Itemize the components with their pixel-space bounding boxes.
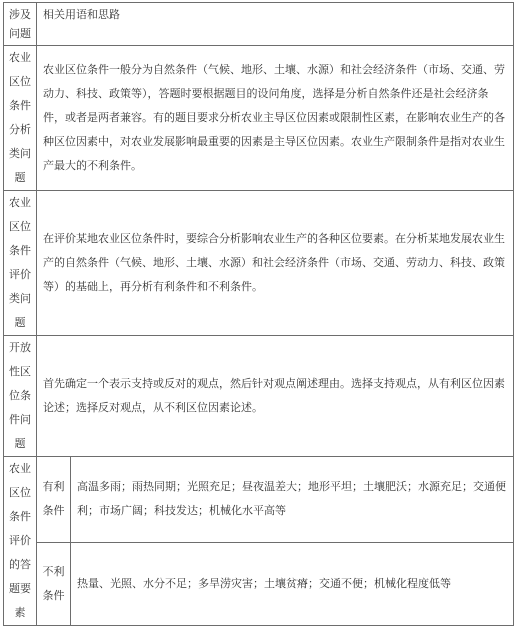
table-row [4, 336, 514, 457]
sub-label-unfavorable: 不利条件 [42, 564, 65, 602]
row-content: 在评价某地农业区位条件时，要综合分析影响农业生产的各种区位要素。在分析某地发展农业生产的自然条件（气候、地形、土壤、水源）和社会经济条件（市场、交通、劳动力、科技、政策等）的基础上，再分析有利条件和不利条件。 [43, 232, 505, 293]
row-topic-cell [4, 457, 37, 626]
row-content-cell [37, 46, 514, 191]
table-row [4, 542, 514, 625]
row-topic: 农业区位条件评价的答题要素 [9, 462, 31, 619]
header-topic: 涉及问题 [9, 8, 31, 40]
agri-location-table [3, 2, 514, 626]
header-method: 相关用语和思路 [43, 8, 120, 21]
table-header-row [4, 3, 514, 46]
sub-content-cell [71, 542, 514, 625]
sub-content-favorable: 高温多雨；雨热同期；光照充足；昼夜温差大；地形平坦；土壤肥沃；水源充足；交通便利；市场广阔；科技发达；机械化水平高等 [77, 480, 506, 518]
sub-content-cell [71, 457, 514, 543]
sub-content-unfavorable: 热量、光照、水分不足；多旱涝灾害；土壤贫瘠；交通不便；机械化程度低等 [77, 576, 451, 590]
sub-label-cell [37, 542, 71, 625]
table-row [4, 457, 514, 543]
document-sheet [3, 2, 513, 619]
row-topic-cell [4, 46, 37, 191]
row-content-cell [37, 336, 514, 457]
row-topic: 农业区位条件评价类问题 [9, 196, 31, 329]
sub-label-favorable: 有利条件 [42, 480, 65, 518]
table-row [4, 191, 514, 336]
row-topic: 开放性区位条件问题 [9, 341, 31, 450]
row-content-cell [37, 191, 514, 336]
table-row [4, 46, 514, 191]
header-topic-cell [4, 3, 37, 46]
header-method-cell [37, 3, 514, 46]
sub-label-cell [37, 457, 71, 543]
row-content: 首先确定一个表示支持或反对的观点，然后针对观点阐述理由。选择支持观点，从有利区位因素论述；选择反对观点，从不利区位因素论述。 [43, 377, 505, 414]
row-topic-cell [4, 191, 37, 336]
row-topic: 农业区位条件分析类问题 [9, 51, 31, 184]
row-content: 农业区位条件一般分为自然条件（气候、地形、土壤、水源）和社会经济条件（市场、交通、劳动力、科技、政策等），答题时要根据题目的设问角度，选择是分析自然条件还是社会经济条件，或者是两者兼容。有的题目要求分析农业主导区位因素或限制性区素，在影响农业生产的各种区位因素中，对农业发展影响最重要的因素是主导区位因素。农业生产限制条件是指对农业生产最大的不利条件。 [43, 63, 505, 172]
row-topic-cell [4, 336, 37, 457]
